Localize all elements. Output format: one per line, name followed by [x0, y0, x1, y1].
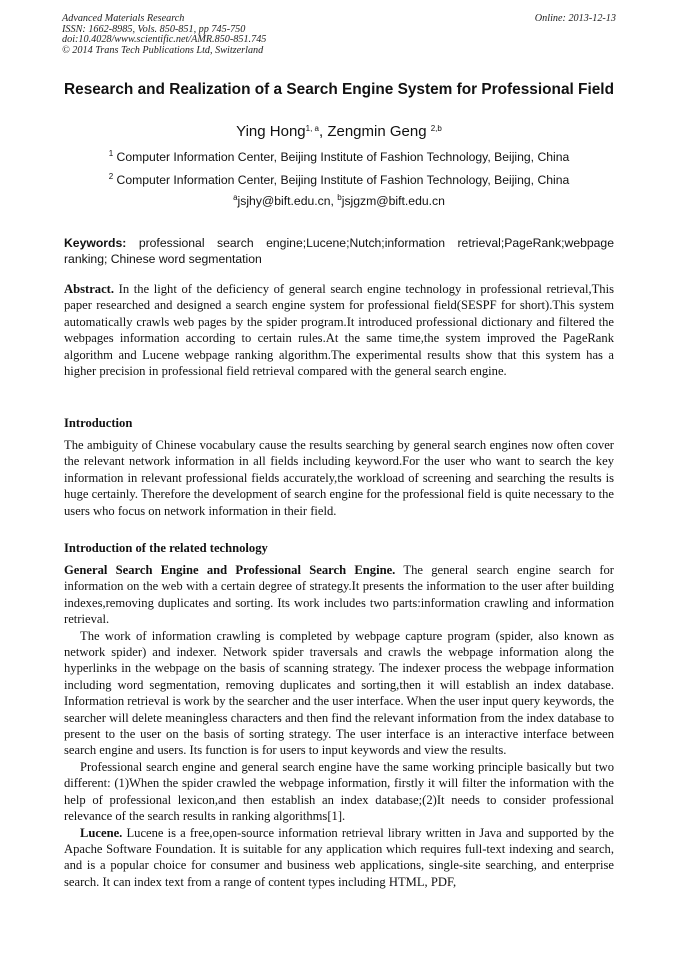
paper-title: Research and Realization of a Search Engine System for Professional Field [64, 81, 614, 98]
abstract [64, 281, 614, 379]
affiliation-2 [62, 172, 616, 188]
paragraph-general-search [64, 562, 614, 628]
paragraph-professional: Professional search engine and general search engine have the same working principle basically but two different: (1)When the spider crawled the webpage information, firstly it will filter the information with the help of professional lexicon,and then establish an index database;(2)It needs to consider professional relevance of the search results in ranking algorithms[1]. [64, 759, 614, 824]
affiliation-1 [62, 149, 616, 165]
related-technology-heading: Introduction of the related technology [64, 541, 268, 555]
general-search-text: The general search engine search for information on the web with a certain degree of strategy.It presents the information to the user after building indexes,removing duplicates and sorting. Its work includes two parts:information crawling and information retrieval. [64, 563, 614, 627]
email-line [62, 193, 616, 209]
journal-name: Advanced Materials Research [62, 13, 185, 24]
general-search-label: General Search Engine and Professional Search Engine. [64, 563, 396, 577]
keywords-text: professional search engine;Lucene;Nutch;information retrieval;PageRank;webpage ranking; Chinese word segmentation [64, 236, 614, 266]
affiliation-2-sup: 2 [108, 172, 114, 181]
introduction-heading: Introduction [64, 416, 133, 430]
email-b-sup: b [337, 193, 342, 202]
email-b: jsjgzm@bift.edu.cn [341, 194, 445, 208]
author-2: Zengmin Geng [327, 123, 431, 140]
affiliation-1-sup: 1 [108, 149, 114, 158]
author-2-sup: 2,b [430, 124, 442, 133]
author-line [62, 122, 616, 142]
keywords [64, 236, 614, 267]
affiliation-1-text: Computer Information Center, Beijing Institute of Fashion Technology, Beijing, China [113, 150, 570, 164]
related-technology-body [64, 562, 614, 890]
lucene-label: Lucene. [80, 825, 123, 840]
author-1: Ying Hong [236, 123, 306, 140]
lucene-text: Lucene is a free,open-source information retrieval library written in Java and supported by the Apache Software Foundation. It is suitable for any application which requires full-text indexing and search, and is a popular choice for consumer and business web applications, single-site searching, and enterprise search. It can index text from a range of content types including HTML, PDF, [64, 825, 614, 889]
abstract-label: Abstract. [64, 282, 115, 296]
doi-line: doi:10.4028/www.scientific.net/AMR.850-851.745 [62, 34, 267, 46]
email-a-sup: a [233, 193, 238, 202]
journal-header [62, 14, 616, 56]
paragraph-lucene [64, 825, 614, 891]
copyright-line: © 2014 Trans Tech Publications Ltd, Switzerland [62, 44, 264, 56]
online-date: Online: 2013-12-13 [534, 13, 616, 24]
paragraph-crawling: The work of information crawling is completed by webpage capture program (spider, also known as network spider) and indexer. Network spider traversals and crawls the webpage information along the hyperlinks in the webpage on the basis of scanning strategy. The indexer process the webpage information including word segmentation, removing duplicates and sorting,then it will establish an index database. Information retrieval is work by the searcher and the user interface. When the user input query keywords, the searcher will delete meaningless characters and then find the relevant information from the index database to present to the user on the basis of sorting strategy. The user interface is an interactive interface between search engine and users. Its function is for users to input keywords and view the results. [64, 628, 614, 758]
abstract-text: In the light of the deficiency of general search engine technology in professional retrieval,This paper researched and designed a search engine system for professional field(SESPF for short).This system automatically crawls web pages by the spider program.It introduced professional dictionary and filtered the webpages information according to certain rules.At the same time,the system improved the PageRank algorithm and Lucene webpage ranking algorithm.The experimental results show that this system has a higher precision in professional field retrieval compared with the general search engine. [64, 282, 614, 379]
author-separator: , [318, 123, 328, 140]
introduction-paragraph: The ambiguity of Chinese vocabulary cause the results searching by general search engines now often cover the relevant network information in all fields including keyword.For the user who want to search the key information in relevant professional fields accurately,the workload of screening and searching the results is huge certainly. Therefore the development of search engine for the professional field is quite necessary to the users who focus on network information in their field. [64, 438, 614, 518]
issn-line: ISSN: 1662-8985, Vols. 850-851, pp 745-750 [62, 23, 246, 35]
affiliation-2-text: Computer Information Center, Beijing Institute of Fashion Technology, Beijing, China [113, 173, 570, 187]
keywords-label: Keywords: [64, 236, 127, 250]
author-1-sup: 1, a [305, 124, 319, 133]
email-a: jsjhy@bift.edu.cn, [237, 194, 338, 208]
